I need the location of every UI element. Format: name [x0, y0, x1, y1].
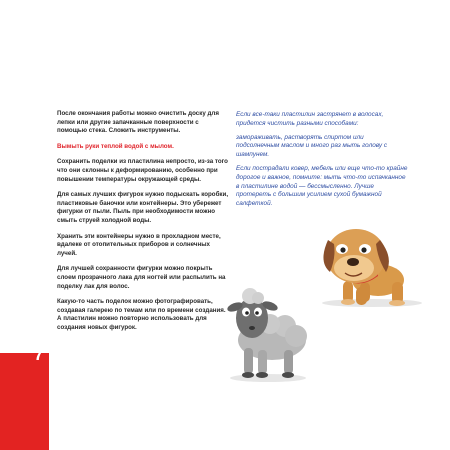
clay-dog-figure [322, 229, 422, 307]
paragraph-carpet: Если пострадали ковер, мебель или еще что-то крайне дорогое и важное, помните: мыть что-то испачканное в пластилине водой — бессмысленно. Лучше протереть с большим усилием сухой бумажной салфеткой. [236, 164, 408, 208]
paragraph-storage: Хранить эти контейнеры нужно в прохладном месте, вдалеке от отопительных приборов и солнечных лучей. [57, 232, 221, 257]
paragraph-cleanup: После окончания работы можно очистить доску для лепки или другие запачканные поверхности с помощью стека. Сложить инструменты. [57, 110, 219, 135]
paragraph-gallery: Какую-то часть поделок можно фотографировать, создавая галерею по темам или по времени создания. А пластилин можно повторно использовать для создания новых фигурок. [57, 298, 226, 331]
paragraph-methods: замораживать, растворять спиртом или подсолнечным маслом и много раз мыть голову с шампунем. [236, 133, 388, 159]
paragraph-preserve: Сохранить поделки из пластилина непросто, из-за того что они склонны к деформированию, особенно при повышении температуры окружающей среды. [57, 158, 228, 183]
paragraph-hair: Если все-таки пластилин застрянет в волосах, придется чистить разными способами: [236, 111, 384, 127]
paragraph-varnish: Для лучшей сохранности фигурки можно покрыть слоем прозрачного лака для ногтей или распылить на поделку лак для волос. [57, 265, 226, 290]
page-number-tab [0, 353, 49, 450]
clay-sheep-figure [226, 288, 307, 382]
page-number: 7 [34, 345, 44, 364]
paragraph-containers: Для самых лучших фигурок нужно подыскать коробки, пластиковые баночки или контейнеры. Это убережет фигурки от пыли. Пыль при необходимости можно смыть струей холодной воды. [57, 191, 229, 224]
paragraph-wash-hands: Вымыть руки теплой водой с мылом. [57, 142, 174, 150]
